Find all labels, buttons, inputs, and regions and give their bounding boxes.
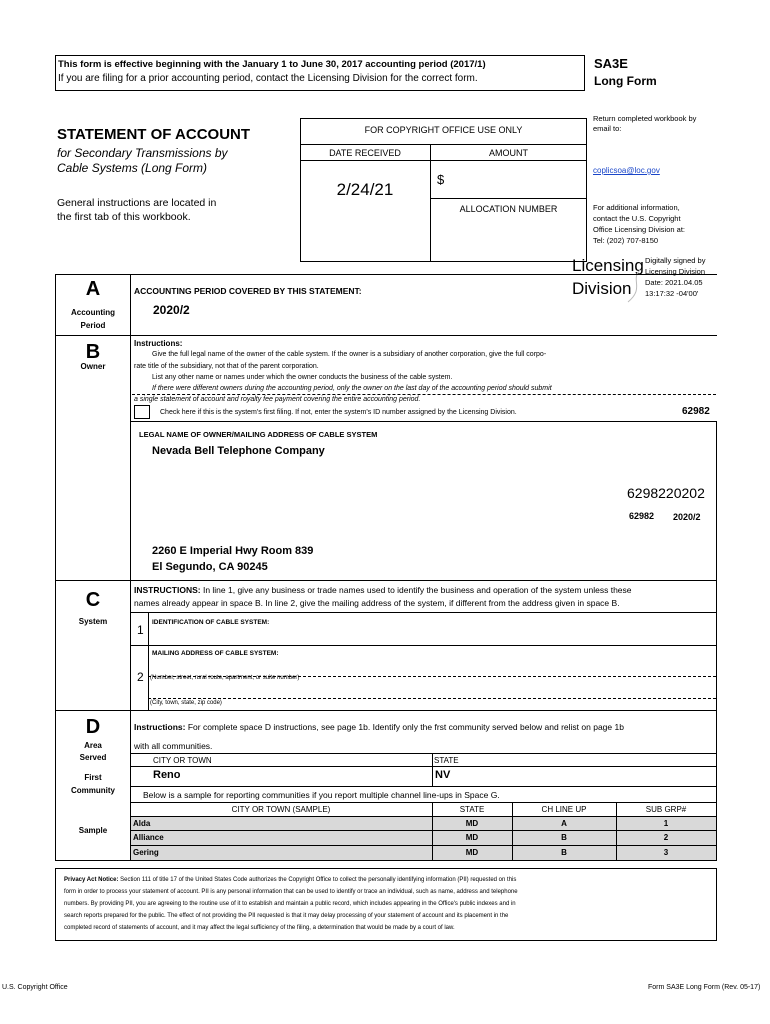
section-d-caption-community: Community [71,786,115,795]
sample-header-city: CITY OR TOWN (SAMPLE) [231,805,331,814]
sample-cell-ch-line-up: B [561,833,567,842]
effective-line: This form is effective beginning with the January 1 to June 30, 2017 accounting period (2017/1) [58,59,486,70]
sample-cell-state: MD [465,848,479,857]
owner-instructions-line-3: List any other name or names under which the owner conducts the business of the cable system. [152,374,453,381]
office-use-heading: FOR COPYRIGHT OFFICE USE ONLY [364,125,523,135]
privacy-line-1: Privacy Act Notice: Section 111 of title 17 of the United States Code authorizes the Copyright Office to collect the personally identifying information (PII) requested on this [64,877,517,883]
general-instructions-2: the first tab of this workbook. [57,211,191,223]
section-a-caption-1: Accounting [71,308,115,317]
owner-instructions-line-5: a single statement of account and royalty fee payment covering the entire accounting period. [134,396,421,403]
return-line-2: email to: [593,124,622,133]
section-b-caption: Owner [80,362,106,371]
page-title: STATEMENT OF ACCOUNT [57,126,251,143]
cable-system-id-label: IDENTIFICATION OF CABLE SYSTEM: [152,619,270,626]
signature-line-2: Licensing Division [645,267,706,276]
signature-line-4: 13:17:32 -04'00' [645,289,699,298]
form-code: SA3E [594,56,628,71]
mailing-address-label: MAILING ADDRESS OF CABLE SYSTEM: [152,650,279,657]
sample-cell-sub-grp: 3 [663,848,669,857]
owner-address-line-1[interactable]: 2260 E Imperial Hwy Room 839 [152,545,314,557]
code-period: 2020/2 [673,512,701,522]
sample-cell-ch-line-up: B [561,848,567,857]
privacy-line-2: form in order to process your statement of account. PII is any personal information that can be used to identify or trace an individual, such as name, address and telephone [64,889,518,895]
footer-right: Form SA3E Long Form (Rev. 05-17) [648,984,761,991]
sample-header-sub-grp: SUB GRP# [645,805,687,814]
section-d-letter: D [85,716,101,738]
first-community-city[interactable]: Reno [153,769,181,781]
section-c-letter: C [85,589,101,611]
owner-name[interactable]: Nevada Bell Telephone Company [152,445,325,457]
code-long: 6298220202 [627,485,705,501]
code-short: 62982 [629,511,655,521]
owner-instructions-line-1: Give the full legal name of the owner of the cable system. If the owner is a subsidiary of another corporation, give the full corpo- [152,351,547,358]
system-instructions-line-1: INSTRUCTIONS: In line 1, give any business or trade names used to identify the business and operation of the system unless these [134,585,632,595]
info-line-1: For additional information, [593,203,680,212]
state-label: STATE [434,756,459,765]
sample-cell-city: Alda [133,819,151,828]
accounting-period-heading: ACCOUNTING PERIOD COVERED BY THIS STATEMENT: [134,286,362,296]
sample-cell-state: MD [465,819,479,828]
area-instructions-line-2: with all communities. [134,741,213,751]
form-name: Long Form [594,74,657,88]
email-link[interactable]: coplicsoa@loc.gov [593,166,660,175]
sample-cell-city: Gering [133,848,159,857]
title-subtitle-1: for Secondary Transmissions by [57,146,228,160]
section-d-caption-sample: Sample [78,826,108,835]
return-line-1: Return completed workbook by [593,114,697,123]
general-instructions-1: General instructions are located in [57,197,217,209]
date-received-value[interactable]: 2/24/21 [336,180,394,199]
amount-label: AMOUNT [489,148,528,158]
sample-header-ch-line-up: CH LINE UP [541,805,587,814]
sample-header-state: STATE [459,805,485,814]
first-filing-text: Check here if this is the system's first filing. If not, enter the system's ID number assigned by the Licensing Division. [160,409,517,416]
system-line-1-number: 1 [137,623,144,637]
privacy-line-5: completed record of statements of account, and it may affect the legal sufficiency of the filing, a determination that would be made by a court of law. [64,925,455,931]
section-d-caption-area: Area [84,741,102,750]
amount-value[interactable]: $ [437,172,445,187]
signature-name-2: Division [572,279,632,298]
section-d-caption-first: First [84,773,102,782]
owner-instructions-line-4: If there were different owners during the accounting period, only the owner on the last day of the accounting period should submit [152,385,552,392]
privacy-line-4: search reports prepared for the public. The effect of not providing the PII requested is that it may delay processing of your statement of account and its placement in the [64,913,509,919]
system-id-number[interactable]: 62982 [682,406,710,417]
signature-name-1: Licensing [572,256,644,275]
info-line-3: Office Licensing Division at: [593,225,685,234]
sample-cell-city: Alliance [133,833,164,842]
city-hint: (City, town, state, zip code) [150,700,222,706]
section-a-letter: A [85,278,101,300]
signature-line-1: Digitally signed by [645,256,706,265]
sample-cell-sub-grp: 1 [663,819,669,828]
signature-line-3: Date: 2021.04.05 [645,278,703,287]
city-or-town-label: CITY OR TOWN [153,756,212,765]
privacy-line-3: numbers. By providing PII, you are agreeing to the routine use of it to establish and maintain a public record, which includes appearing in the Office's public indexes and in [64,901,516,907]
prior-period-line: If you are filing for a prior accounting period, contact the Licensing Division for the correct form. [58,73,478,84]
sample-cell-sub-grp: 2 [663,833,669,842]
owner-instructions-label: Instructions: [134,339,183,348]
owner-address-line-2[interactable]: El Segundo, CA 90245 [152,561,268,573]
accounting-period-value[interactable]: 2020/2 [153,303,190,317]
section-c-caption: System [78,617,108,626]
info-line-4: Tel: (202) 707-8150 [593,236,659,245]
title-subtitle-2: Cable Systems (Long Form) [57,161,208,175]
section-d-caption-served: Served [79,753,107,762]
legal-name-label: LEGAL NAME OF OWNER/MAILING ADDRESS OF CABLE SYSTEM [139,430,378,439]
system-instructions-line-2: names already appear in space B. In line 2, give the mailing address of the system, if different from the address given in space B. [134,598,620,608]
sample-cell-state: MD [465,833,479,842]
info-line-2: contact the U.S. Copyright [593,214,681,223]
sample-note: Below is a sample for reporting communities if you report multiple channel line-ups in Space G. [143,790,500,800]
first-filing-checkbox[interactable] [134,405,150,419]
section-b-letter: B [85,341,101,363]
footer-left: U.S. Copyright Office [2,984,68,991]
allocation-number-label: ALLOCATION NUMBER [459,204,558,214]
system-line-2-number: 2 [137,670,144,684]
street-hint: (Number, street, rural route, apartment, or suite number) [150,675,300,681]
owner-instructions-line-2: rate title of the subsidiary, not that of the parent corporation. [134,363,319,370]
date-received-label: DATE RECEIVED [329,148,401,158]
section-a-caption-2: Period [80,321,106,330]
first-community-state[interactable]: NV [435,769,451,781]
area-instructions-line-1: Instructions: For complete space D instructions, see page 1b. Identify only the frst community served below and relist on page 1b [134,722,624,732]
sample-cell-ch-line-up: A [561,819,567,828]
